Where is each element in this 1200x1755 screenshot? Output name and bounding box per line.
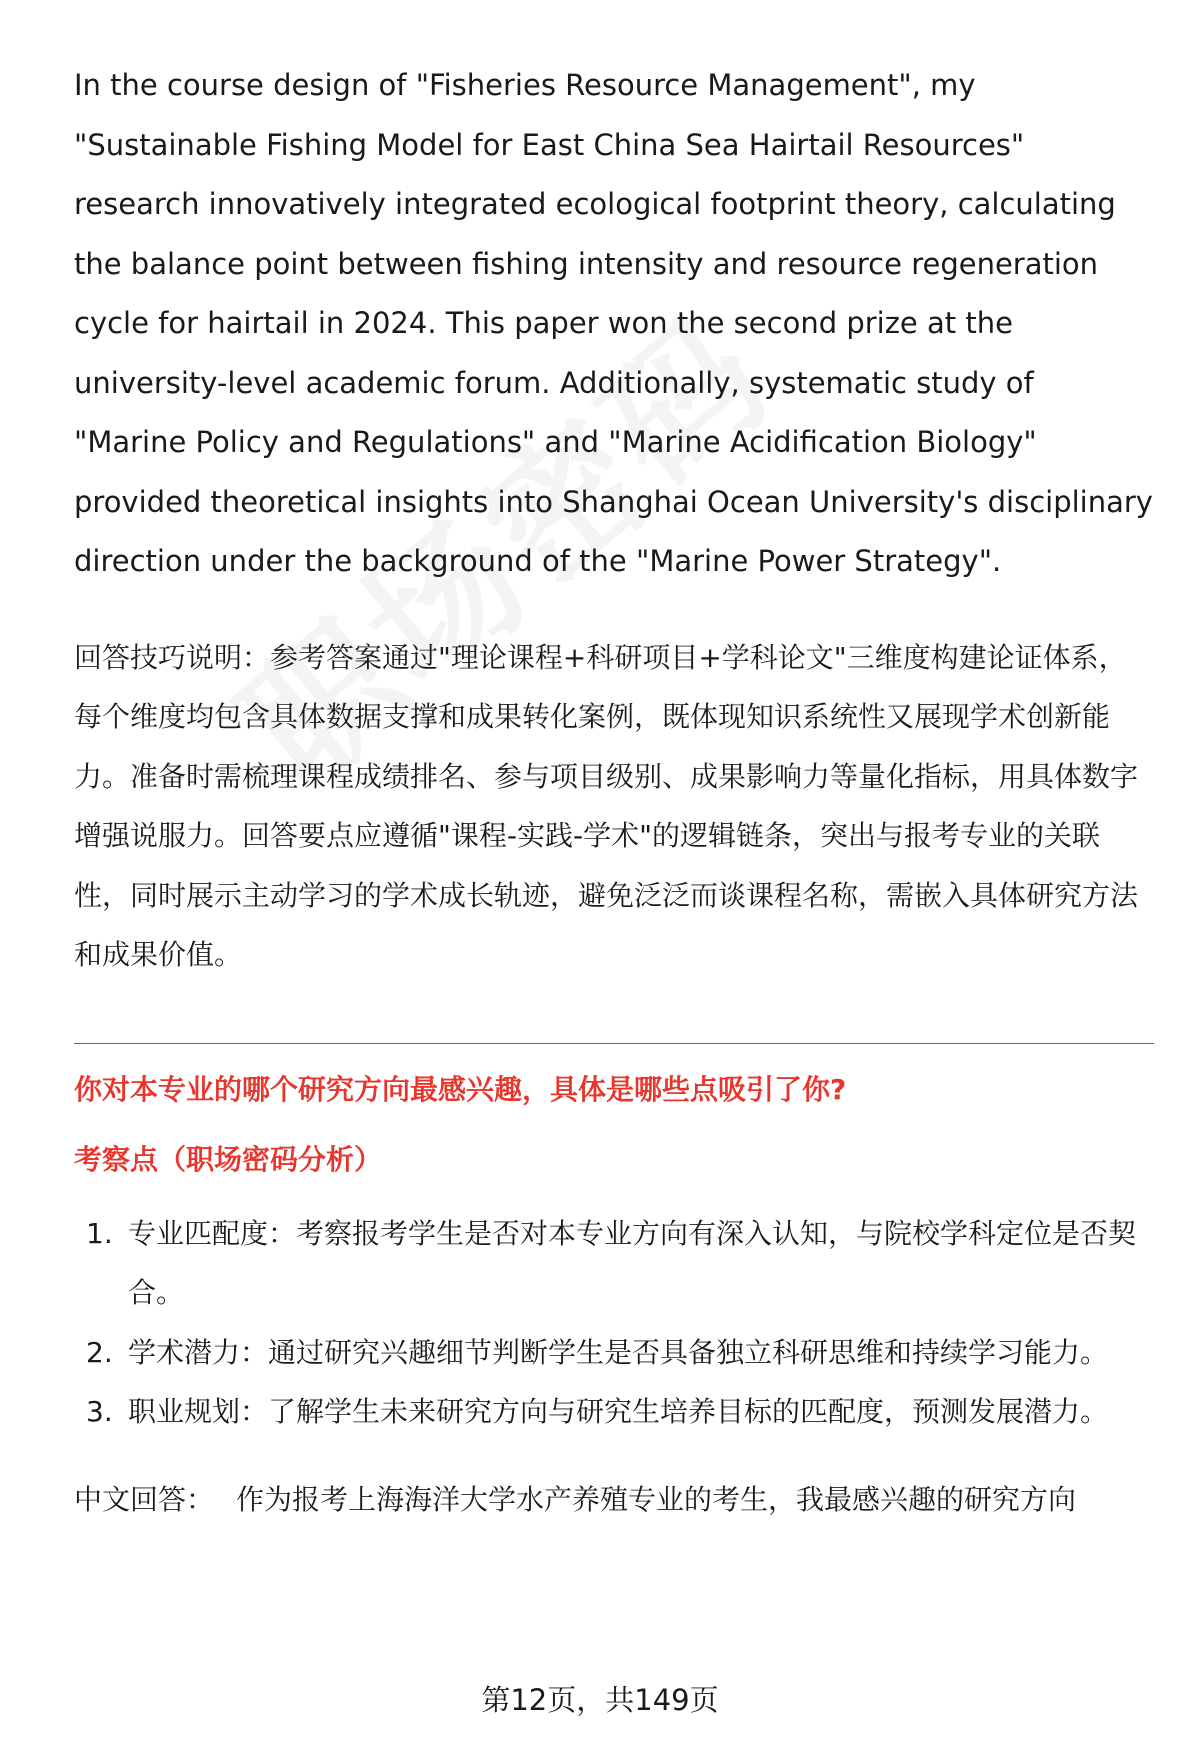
list-item [74,1382,1154,1442]
list-item-number: 3. [86,1395,113,1428]
question-heading: 你对本专业的哪个研究方向最感兴趣，具体是哪些点吸引了你? [74,1072,847,1106]
section-title: 考察点（职场密码分析） [74,1142,383,1176]
answer-label: 中文回答： [74,1482,215,1516]
tips-paragraph: 回答技巧说明：参考答案通过"理论课程+科研项目+学科论文"三维度构建论证体系，每个维度均包含具体数据支撑和成果转化案例，既体现知识系统性又展现学术创新能力。准备时需梳理课程成绩排名、参与项目级别、成果影响力等量化指标，用具体数字增强说服力。回答要点应遵循"课程-实践-学术"的逻辑链条，突出与报考专业的关联性，同时展示主动学习的学术成长轨迹，避免泛泛而谈课程名称，需嵌入具体研究方法和成果价值。 [74,640,1139,971]
list-item-text: 专业匹配度：考察报考学生是否对本专业方向有深入认知，与院校学科定位是否契合。 [128,1216,1137,1309]
list-item [74,1323,1154,1383]
list-item-text: 职业规划：了解学生未来研究方向与研究生培养目标的匹配度，预测发展潜力。 [128,1395,1109,1428]
section-divider [74,1043,1154,1044]
list-item [74,1204,1154,1323]
assessment-points-list [74,1204,1154,1442]
list-item-number: 2. [86,1335,113,1369]
page-footer: 第12页，共149页 [481,1683,719,1717]
page-content [74,56,1154,1529]
list-item-text: 学术潜力：通过研究兴趣细节判断学生是否具备独立科研思维和持续学习能力。 [128,1335,1109,1369]
english-paragraph: In the course design of "Fisheries Resource Management", my "Sustainable Fishing Model for East China Sea Hairtail Resources" research innovatively integrated ecological footprint theory, calculating the balance point between fishing intensity and resource regeneration cycle for hairtail in 2024. This paper won the second prize at the university-level academic forum. Additionally, systematic study of "Marine Policy and Regulations" and "Marine Acidification Biology" provided theoretical insights into Shanghai Ocean University's disciplinary direction under the background of the "Marine Power Strategy". [74,68,1153,578]
answer-paragraph [74,1470,1154,1530]
answer-text: 作为报考上海海洋大学水产养殖专业的考生，我最感兴趣的研究方向 [236,1482,1077,1516]
list-item-number: 1. [86,1216,113,1250]
